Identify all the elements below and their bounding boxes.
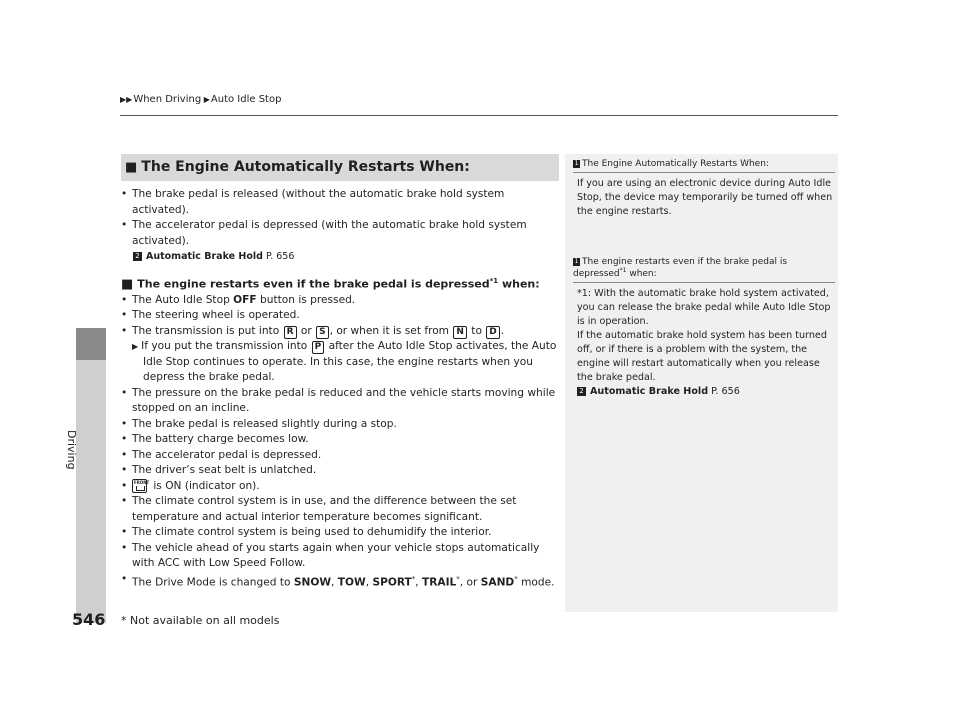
- asterisk: *: [456, 574, 460, 583]
- list-item: [121, 572, 559, 591]
- section-heading: [121, 154, 559, 181]
- mode-sand: SAND: [480, 576, 515, 589]
- note-body: *1: With the automatic brake hold system activated, you can release the brake pedal while Auto Idle Stop is in operation.: [577, 288, 831, 327]
- gear-key-r: R: [284, 326, 297, 339]
- chapter-tab-marker: [76, 328, 106, 360]
- sub-note: [121, 339, 559, 355]
- note-body: If the automatic brake hold system has been turned off, or if there is a problem with the system, the engine will restart automatically when you release the brake pedal.: [577, 330, 827, 383]
- note-arrow-icon: ▶: [132, 342, 139, 352]
- list-item: [121, 479, 559, 495]
- breadcrumb-level2[interactable]: Auto Idle Stop: [210, 94, 282, 105]
- note-title-text: The engine restarts even if the brake pedal is depressed: [573, 257, 788, 279]
- breadcrumb: [120, 94, 281, 105]
- section-title: The Engine Automatically Restarts When:: [141, 159, 470, 175]
- off-button-label: OFF: [233, 293, 257, 306]
- list-item: • The battery charge becomes low.: [121, 432, 559, 448]
- mode-trail: TRAIL: [422, 576, 457, 589]
- chapter-sidebar: [76, 360, 106, 623]
- breadcrumb-level1[interactable]: When Driving: [133, 94, 202, 105]
- list-item: • The climate control system is in use, and the difference between the set temperature and actual interior temperature becomes significant.: [121, 494, 559, 525]
- gear-key-s: S: [316, 326, 328, 339]
- page-number: 546: [72, 610, 106, 629]
- reference-page: P. 656: [265, 251, 295, 262]
- separator: ,: [365, 576, 373, 589]
- gear-key-n: N: [453, 326, 467, 339]
- list-item: • The accelerator pedal is depressed.: [121, 448, 559, 464]
- note-title: [573, 159, 835, 173]
- list-item: [121, 324, 559, 340]
- item-text: , or when it is set from: [329, 324, 453, 337]
- engine-restart-list-cont: [121, 386, 559, 591]
- note-marker-icon: 1: [574, 159, 579, 167]
- note-restart: [573, 159, 835, 219]
- main-column: [121, 154, 559, 591]
- front-defroster-icon: [132, 479, 150, 493]
- separator: ,: [415, 576, 422, 589]
- note-body: If you are using an electronic device during Auto Idle Stop, the device may temporarily be turned off when the engine restarts.: [577, 178, 833, 217]
- footnote-marker: *1: [619, 267, 627, 274]
- square-bullet-icon: ■: [125, 160, 138, 175]
- asterisk: *: [514, 574, 518, 583]
- footnote: * Not available on all models: [121, 614, 280, 627]
- list-item: • The accelerator pedal is depressed (with the automatic brake hold system activated).: [121, 218, 559, 249]
- cross-reference-link[interactable]: [573, 385, 835, 399]
- sub-note-cont: Idle Stop continues to operate. In this case, the engine restarts when you: [143, 355, 533, 368]
- note-marker-icon: 1: [574, 257, 579, 265]
- mode-tow: TOW: [337, 576, 366, 589]
- item-text: The Drive Mode is changed to: [132, 576, 294, 589]
- item-text: .: [500, 324, 505, 337]
- list-item: • The driver’s seat belt is unlatched.: [121, 463, 559, 479]
- item-text: to: [467, 324, 486, 337]
- chapter-label: Driving: [65, 430, 78, 470]
- list-item: [121, 293, 559, 309]
- subsection-title-end: when:: [498, 277, 540, 291]
- mode-snow: SNOW: [293, 576, 332, 589]
- gear-key-d: D: [486, 326, 499, 339]
- footnote-marker: *1: [489, 277, 499, 285]
- item-text: The transmission is put into: [132, 324, 283, 337]
- item-text: after the Auto Idle Stop activates, the Auto: [325, 340, 557, 353]
- subsection-title: The engine restarts even if the brake pedal is depressed: [137, 277, 490, 291]
- reference-arrow-icon: 2: [577, 387, 586, 396]
- note-brake-pedal: [573, 257, 835, 399]
- list-item: • The steering wheel is operated.: [121, 308, 559, 324]
- cross-reference-link[interactable]: [133, 249, 559, 265]
- reference-arrow-icon: 2: [133, 252, 142, 261]
- list-item: • The climate control system is being used to dehumidify the interior.: [121, 525, 559, 541]
- item-text: mode.: [517, 576, 555, 589]
- gear-key-p: P: [312, 341, 325, 354]
- breadcrumb-arrow-icon: ▶▶: [120, 95, 133, 104]
- separator: , or: [459, 576, 481, 589]
- reference-label: Automatic Brake Hold: [146, 251, 263, 262]
- note-title-text: The Engine Automatically Restarts When:: [582, 159, 769, 169]
- restart-conditions-list: [121, 187, 559, 249]
- front-icon-text: • FRONT: [134, 479, 150, 485]
- reference-page: P. 656: [711, 386, 740, 397]
- engine-restart-list: [121, 293, 559, 340]
- asterisk: *: [411, 574, 416, 583]
- item-text: The Auto Idle Stop: [132, 293, 234, 306]
- header-divider: [120, 115, 838, 116]
- item-text: is ON (indicator on).: [150, 479, 260, 492]
- list-item: • The pressure on the brake pedal is reduced and the vehicle starts moving while stopped on an incline.: [121, 386, 559, 417]
- list-item: • The brake pedal is released slightly during a stop.: [121, 417, 559, 433]
- reference-label: Automatic Brake Hold: [590, 386, 709, 397]
- note-title-end: when:: [626, 269, 657, 279]
- mode-sport: SPORT: [372, 576, 412, 589]
- subsection-heading: [121, 273, 559, 293]
- notes-panel: [565, 154, 838, 612]
- square-bullet-icon: ■: [121, 276, 134, 292]
- item-text: button is pressed.: [256, 293, 356, 306]
- list-item: • The brake pedal is released (without the automatic brake hold system activated).: [121, 187, 559, 218]
- breadcrumb-arrow-icon: ▶: [201, 95, 210, 104]
- note-title: [573, 257, 835, 283]
- item-text: or: [297, 324, 316, 337]
- list-item: • The vehicle ahead of you starts again when your vehicle stops automatically with ACC with Low Speed Follow.: [121, 541, 559, 572]
- item-text: If you put the transmission into: [141, 340, 311, 353]
- separator: ,: [331, 576, 338, 589]
- sub-note-cont: depress the brake pedal.: [143, 371, 275, 384]
